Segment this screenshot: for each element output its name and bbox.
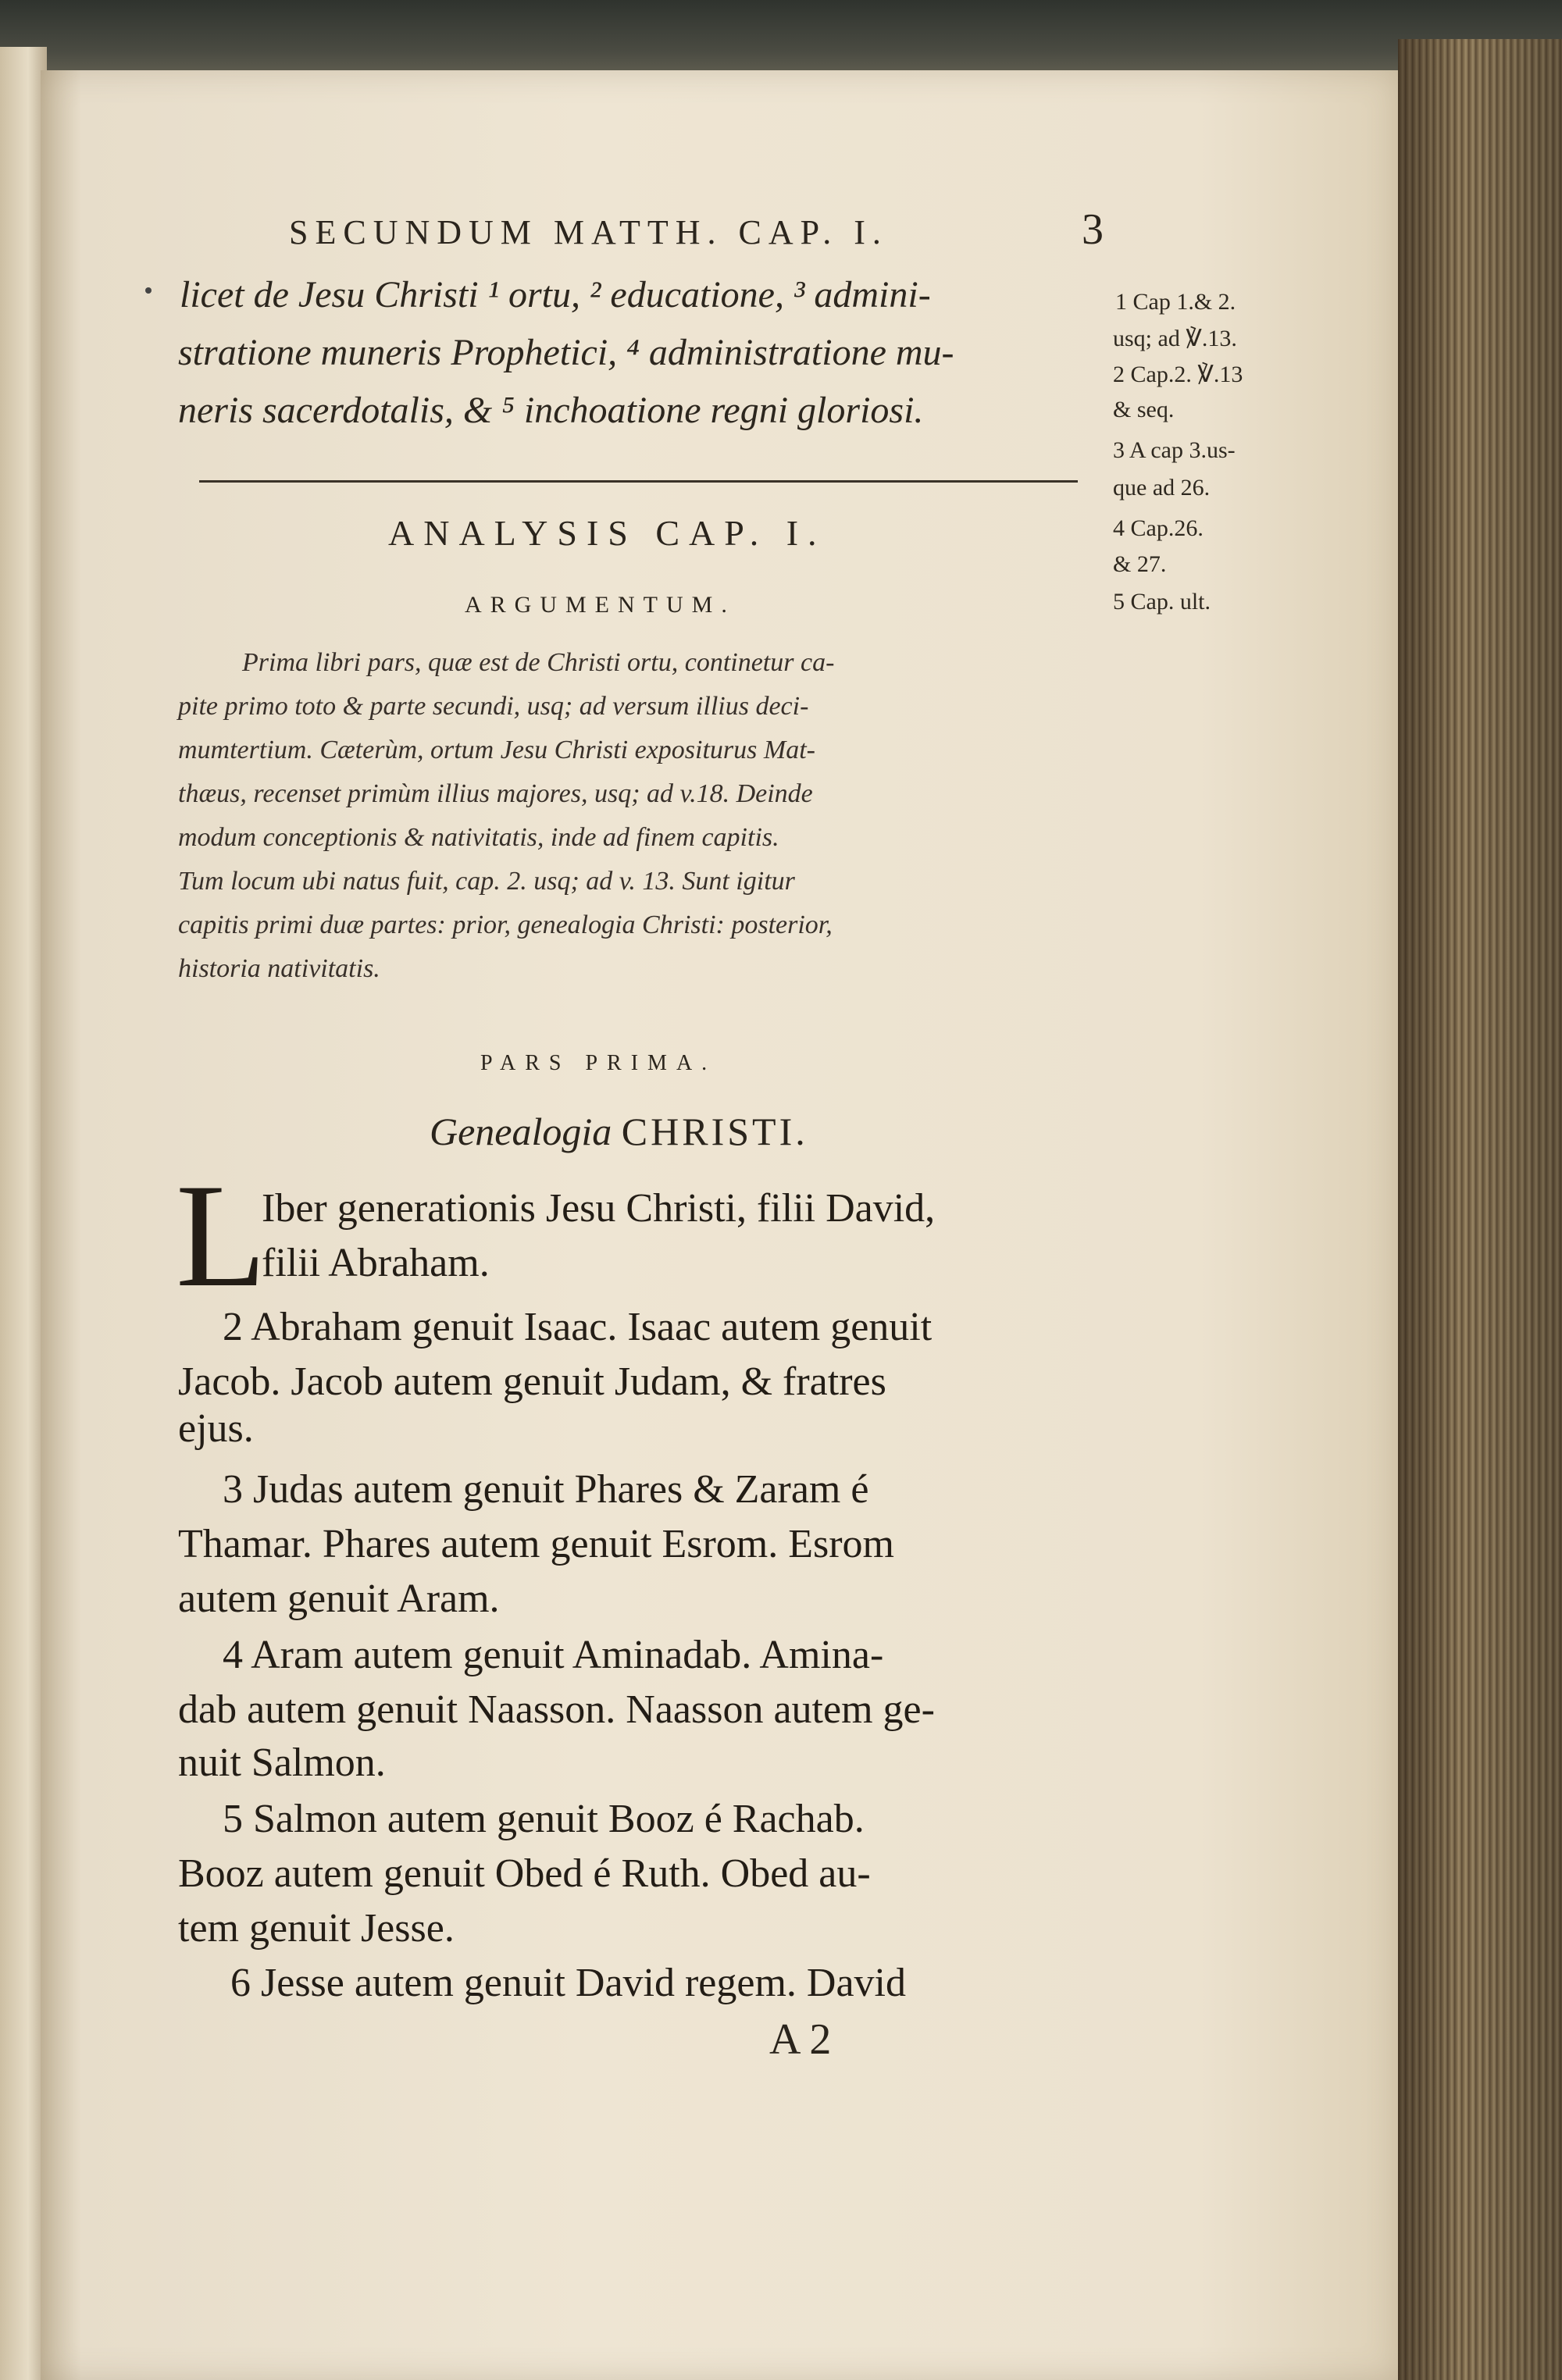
running-header: SECUNDUM MATTH. CAP. I. bbox=[289, 213, 888, 251]
margin-note: & 27. bbox=[1113, 551, 1167, 577]
margin-note: 4 Cap.26. bbox=[1113, 515, 1204, 541]
verse-line: autem genuit Aram. bbox=[178, 1577, 500, 1621]
intro-line: stratione muneris Prophetici, ⁴ administratione mu- bbox=[178, 332, 954, 373]
verse-line: nuit Salmon. bbox=[178, 1740, 386, 1785]
analysis-heading: ANALYSIS CAP. I. bbox=[388, 513, 826, 553]
verse-line: Jacob. Jacob autem genuit Judam, & fratres bbox=[178, 1359, 886, 1404]
argumentum-line: Prima libri pars, quæ est de Christi ortu, continetur ca- bbox=[242, 648, 835, 677]
argumentum-line: Tum locum ubi natus fuit, cap. 2. usq; ad v. 13. Sunt igitur bbox=[178, 867, 795, 896]
verse-line: 5 Salmon autem genuit Booz é Rachab. bbox=[223, 1797, 865, 1841]
argumentum-heading: ARGUMENTUM. bbox=[465, 592, 736, 618]
argumentum-line: modum conceptionis & nativitatis, inde ad finem capitis. bbox=[178, 823, 779, 852]
page-number: 3 bbox=[1082, 205, 1104, 254]
verse-line: tem genuit Jesse. bbox=[178, 1906, 455, 1951]
genealogia-heading bbox=[430, 1109, 808, 1154]
argumentum-line: mumtertium. Cæterùm, ortum Jesu Christi expositurus Mat- bbox=[178, 736, 815, 764]
horizontal-rule bbox=[199, 480, 1078, 483]
margin-note: 2 Cap.2. ℣.13 bbox=[1113, 362, 1243, 387]
verse-line: filii Abraham. bbox=[262, 1241, 490, 1285]
genealogia-caps: CHRISTI. bbox=[621, 1110, 808, 1153]
margin-note: usq; ad ℣.13. bbox=[1113, 326, 1237, 351]
verse-line: 3 Judas autem genuit Phares & Zaram é bbox=[223, 1467, 869, 1512]
argumentum-line: pite primo toto & parte secundi, usq; ad versum illius deci- bbox=[178, 692, 809, 721]
margin-note: 3 A cap 3.us- bbox=[1113, 437, 1236, 463]
verse-line: Booz autem genuit Obed é Ruth. Obed au- bbox=[178, 1851, 871, 1896]
genealogia-italic: Genealogia bbox=[430, 1110, 612, 1153]
verse-line: 2 Abraham genuit Isaac. Isaac autem genuit bbox=[223, 1305, 933, 1349]
verse-line: ejus. bbox=[178, 1406, 254, 1451]
fore-edge-shadow bbox=[1398, 39, 1562, 2380]
verse-line: Thamar. Phares autem genuit Esrom. Esrom bbox=[178, 1522, 895, 1566]
margin-note: 1 Cap 1.& 2. bbox=[1115, 289, 1236, 315]
argumentum-line: capitis primi duæ partes: prior, genealogia Christi: posterior, bbox=[178, 910, 833, 939]
bullet-mark bbox=[145, 287, 152, 294]
verse-line: Iber generationis Jesu Christi, filii David, bbox=[262, 1186, 936, 1231]
verse-line: dab autem genuit Naasson. Naasson autem ge- bbox=[178, 1687, 935, 1732]
margin-note: & seq. bbox=[1113, 397, 1175, 422]
margin-note: 5 Cap. ult. bbox=[1113, 589, 1211, 615]
pars-prima-heading: PARS PRIMA. bbox=[480, 1051, 717, 1075]
facing-page-edge bbox=[0, 47, 47, 2380]
margin-note: que ad 26. bbox=[1113, 475, 1211, 501]
verse-line: 6 Jesse autem genuit David regem. David bbox=[230, 1961, 906, 2005]
verse-line: 4 Aram autem genuit Aminadab. Amina- bbox=[223, 1633, 884, 1677]
intro-line: neris sacerdotalis, & ⁵ inchoatione regni gloriosi. bbox=[178, 390, 924, 431]
signature-mark: A 2 bbox=[769, 2015, 832, 2064]
intro-line: licet de Jesu Christi ¹ ortu, ² educatione, ³ admini- bbox=[180, 274, 931, 315]
argumentum-line: thæus, recenset primùm illius majores, usq; ad v.18. Deinde bbox=[178, 779, 813, 808]
argumentum-line: historia nativitatis. bbox=[178, 954, 380, 983]
drop-cap: L bbox=[176, 1154, 267, 1318]
